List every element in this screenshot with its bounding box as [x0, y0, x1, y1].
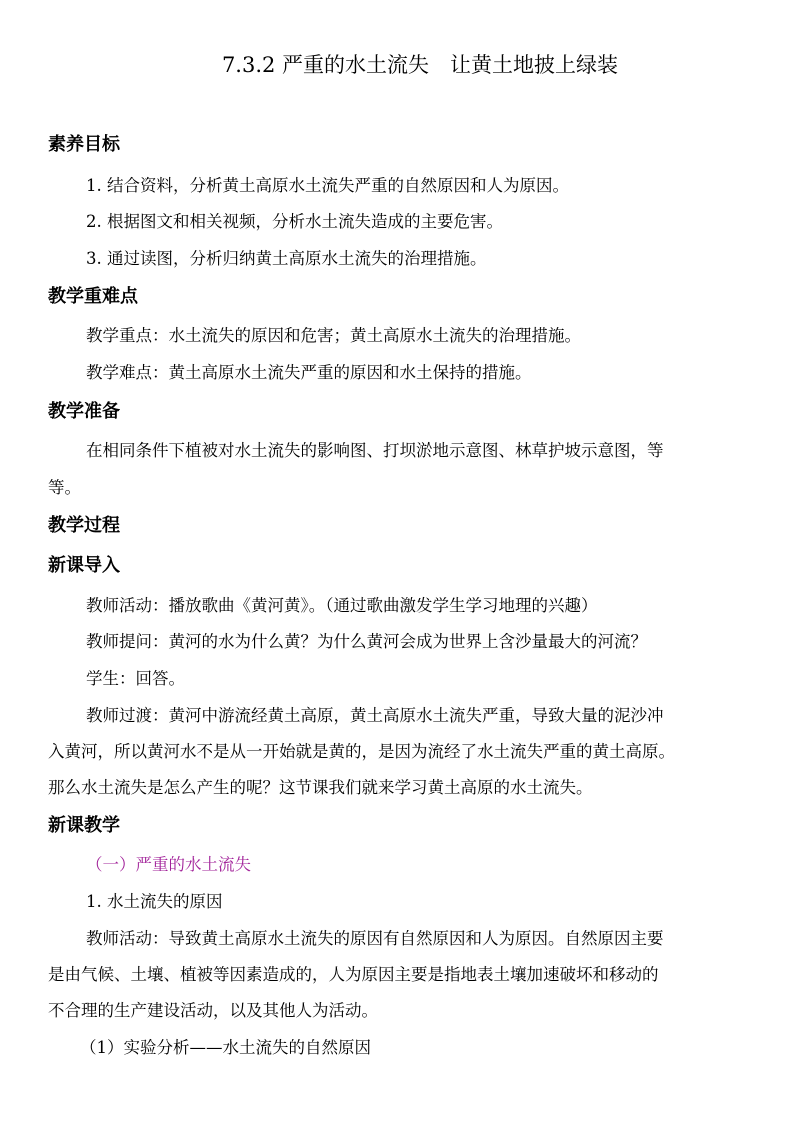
preparation-text-line-1: 在相同条件下植被对水土流失的影响图、打坝淤地示意图、林草护坡示意图，等	[86, 441, 664, 460]
teaching-activity-line-3: 不合理的生产建设活动，以及其他人为活动。	[48, 1001, 378, 1020]
intro-transition-line-1: 教师过渡：黄河中游流经黄土高原，黄土高原水土流失严重，导致大量的泥沙冲	[86, 706, 664, 725]
teaching-activity-line-2: 是由气候、土壤、植被等因素造成的，人为原因主要是指地表土壤加速破坏和移动的	[48, 965, 659, 984]
intro-student: 学生：回答。	[86, 669, 185, 688]
intro-activity: 教师活动：播放歌曲《黄河黄》。（通过歌曲激发学生学习地理的兴趣）	[86, 596, 598, 615]
teaching-focus: 教学重点：水土流失的原因和危害；黄土高原水土流失的治理措施。	[86, 326, 581, 345]
key-points-heading: 教学重难点	[48, 286, 138, 307]
preparation-text-line-2: 等。	[48, 478, 81, 497]
teaching-activity-line-1: 教师活动：导致黄土高原水土流失的原因有自然原因和人为原因。自然原因主要	[86, 929, 664, 948]
document-title: 7.3.2 严重的水土流失 让黄土地披上绿装	[221, 53, 619, 77]
point-1-title: 1. 水土流失的原因	[86, 892, 223, 911]
intro-question: 教师提问：黄河的水为什么黄？为什么黄河会成为世界上含沙量最大的河流？	[86, 632, 647, 651]
subsection-heading: （一）严重的水土流失	[86, 855, 251, 874]
intro-heading: 新课导入	[48, 555, 120, 576]
experiment-heading: （1）实验分析——水土流失的自然原因	[80, 1038, 371, 1057]
preparation-heading: 教学准备	[48, 401, 120, 422]
goal-item-2: 2. 根据图文和相关视频，分析水土流失造成的主要危害。	[86, 212, 503, 231]
intro-transition-line-2: 入黄河，所以黄河水不是从一开始就是黄的，是因为流经了水土流失严重的黄土高原。	[48, 742, 675, 761]
teaching-heading: 新课教学	[48, 815, 120, 836]
process-heading: 教学过程	[48, 515, 120, 536]
teaching-difficulty: 教学难点：黄土高原水土流失严重的原因和水土保持的措施。	[86, 363, 532, 382]
goal-item-3: 3. 通过读图，分析归纳黄土高原水土流失的治理措施。	[86, 249, 487, 268]
goal-item-1: 1. 结合资料，分析黄土高原水土流失严重的自然原因和人为原因。	[86, 176, 569, 195]
intro-transition-line-3: 那么水土流失是怎么产生的呢？这节课我们就来学习黄土高原的水土流失。	[48, 778, 593, 797]
goals-heading: 素养目标	[48, 134, 120, 155]
